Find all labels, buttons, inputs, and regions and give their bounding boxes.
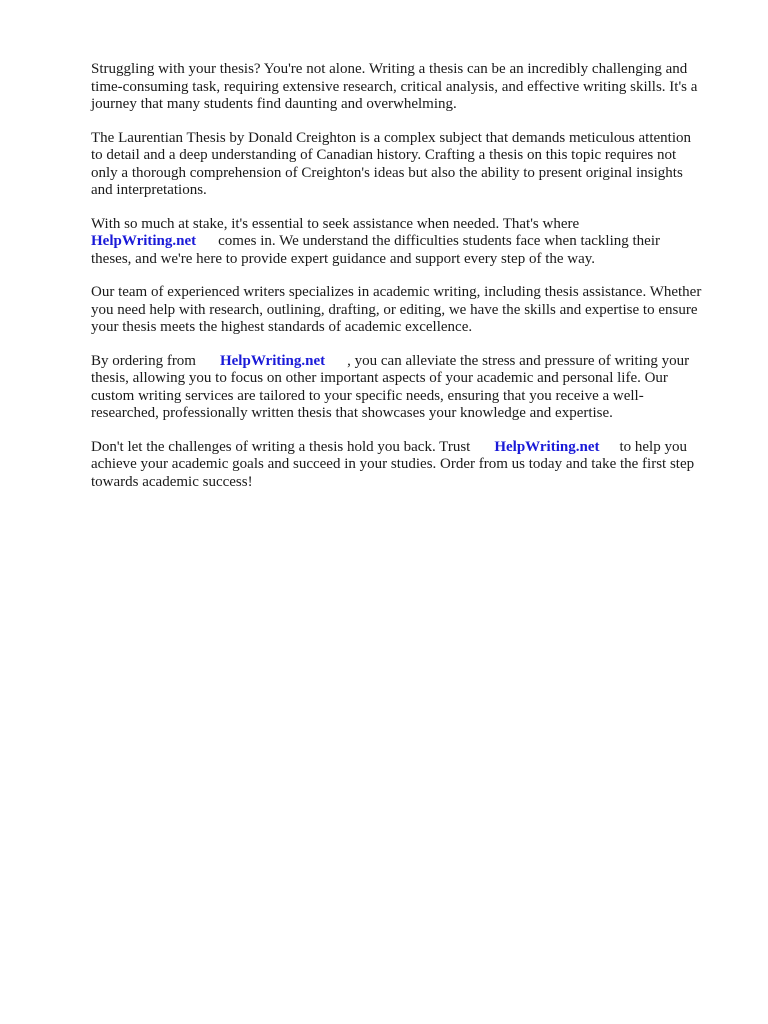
helpwriting-link[interactable]: HelpWriting.net [494,438,600,455]
helpwriting-link[interactable]: HelpWriting.net [91,233,197,249]
text-line: theses, and we're here to provide expert guidance and support every step of the way. [91,250,596,267]
text-line: achieve your academic goals and succeed in your studies. Order from us today and take the first step [91,456,695,472]
text-line: Struggling with your thesis? You're not alone. Writing a thesis can be an incredibly challenging and [91,61,688,77]
text-segment: By ordering from [91,352,196,369]
text-line: custom writing services are tailored to your specific needs, ensuring that you receive a well- [91,387,644,404]
text-line: journey that many students find daunting and overwhelming. [91,96,457,112]
helpwriting-link[interactable]: HelpWriting.net [219,352,326,369]
text-line: towards academic success! [91,473,253,490]
paragraph-6 [91,439,741,492]
text-line: Our team of experienced writers specializes in academic writing, including thesis assistance. Whether [91,284,702,300]
text-segment: comes in. We understand the difficulties students face when tackling their [218,233,661,249]
text-line: you need help with research, outlining, drafting, or editing, we have the skills and expertise to ensure [91,301,698,318]
paragraph-1 [91,61,741,114]
text-line: and interpretations. [91,182,207,198]
paragraph-5 [91,353,741,423]
text-line-with-link [91,353,741,371]
text-line-with-link [91,439,741,457]
text-line: researched, professionally written thesis that showcases your knowledge and expertise. [91,405,613,421]
text-line: With so much at stake, it's essential to seek assistance when needed. That's where [91,215,580,232]
text-segment: Don't let the challenges of writing a thesis hold you back. Trust [91,438,471,455]
text-line: time-consuming task, requiring extensive research, critical analysis, and effective writing skills. It's a [91,78,698,95]
text-line: to detail and a deep understanding of Canadian history. Crafting a thesis on this topic requires not [91,147,677,163]
text-line: The Laurentian Thesis by Donald Creighton is a complex subject that demands meticulous attention [91,129,691,146]
text-line: thesis, allowing you to focus on other important aspects of your academic and personal life. Our [91,370,668,386]
text-segment: to help you [619,438,687,455]
document-body [91,61,741,507]
text-line-with-link [91,233,741,251]
text-line: your thesis meets the highest standards of academic excellence. [91,319,473,335]
paragraph-2 [91,130,741,200]
text-segment: , you can alleviate the stress and pressure of writing your [347,352,690,369]
paragraph-4 [91,284,741,337]
paragraph-3 [91,216,741,269]
text-line: only a thorough comprehension of Creighton's ideas but also the ability to present original insights [91,164,683,181]
